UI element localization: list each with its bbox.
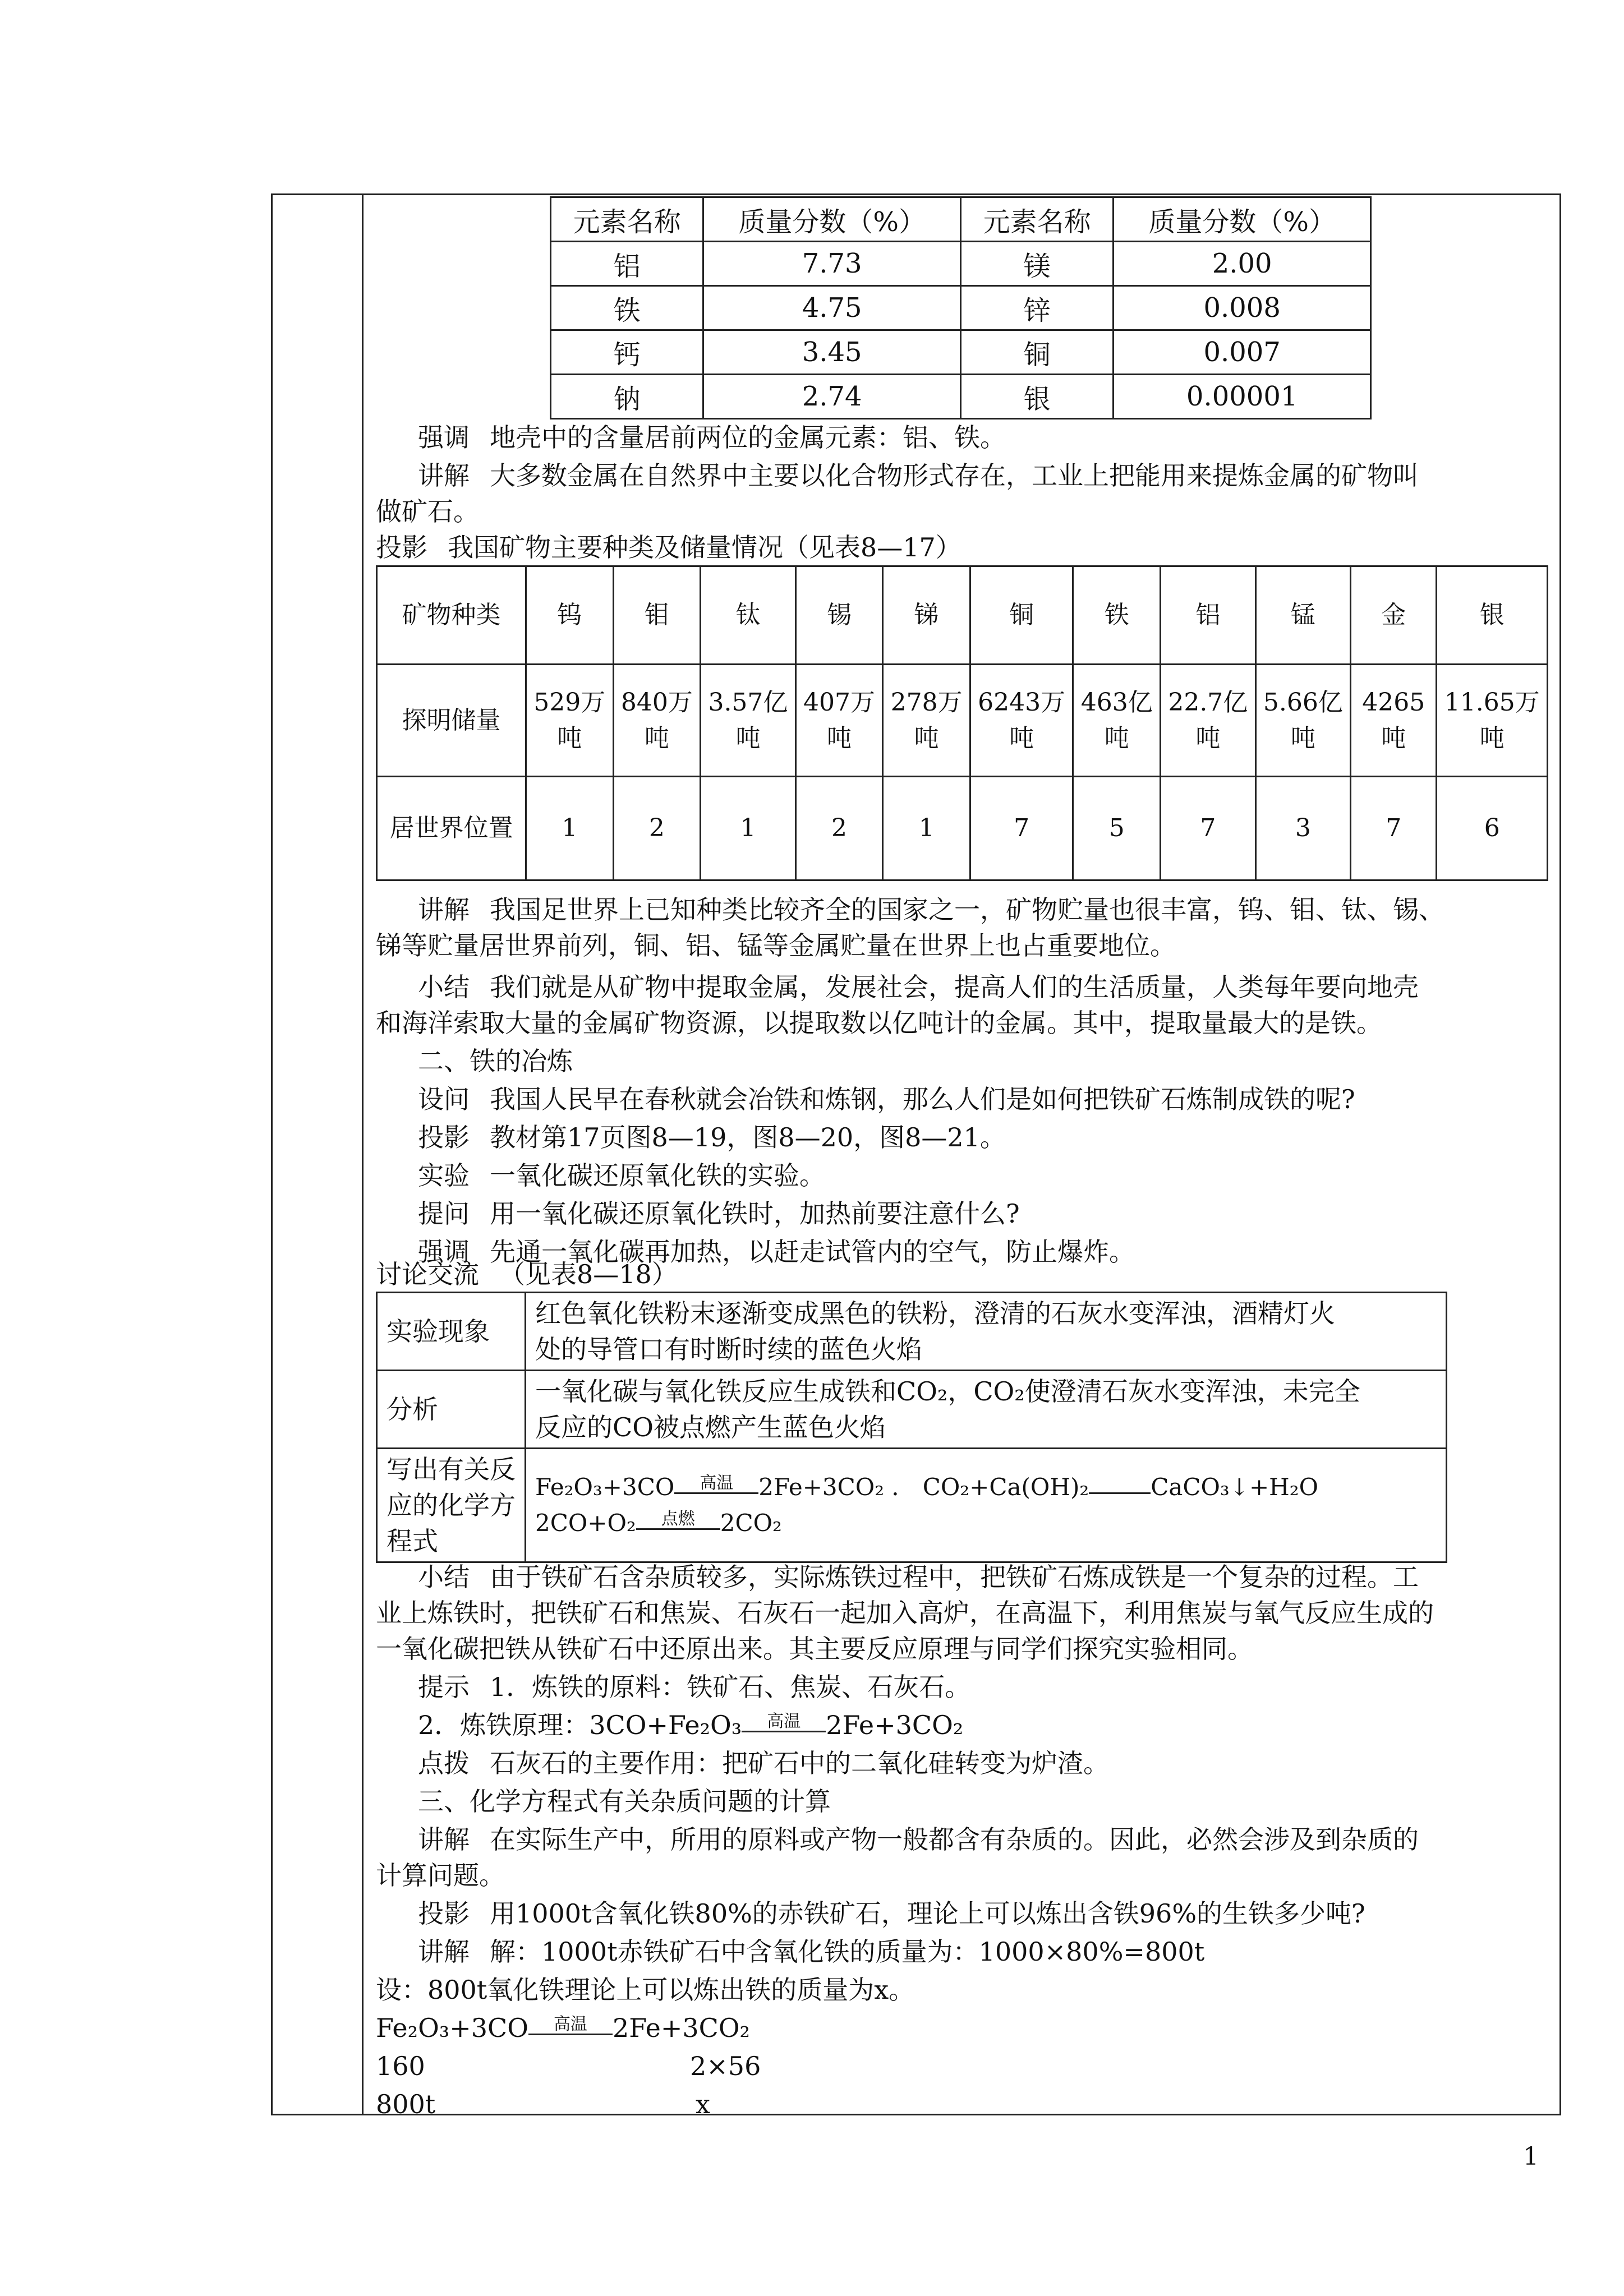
para-text: 用1000t含氧化铁80%的赤铁矿石，理论上可以炼出含铁96%的生铁多少吨? bbox=[490, 1898, 1365, 1929]
para-label: 实验 bbox=[418, 1160, 470, 1191]
table-cell: 3 bbox=[1255, 777, 1351, 880]
table-cell: 5 bbox=[1073, 777, 1161, 880]
para-label: 强调 bbox=[418, 422, 470, 453]
row-label: 分析 bbox=[377, 1371, 526, 1449]
reaction-condition: 点燃 bbox=[661, 1509, 695, 1529]
equation-line bbox=[535, 1469, 1437, 1505]
table-cell: 3.45 bbox=[703, 330, 961, 375]
paragraph-discussion bbox=[376, 1256, 678, 1292]
equation-text: 2CO+O₂ bbox=[535, 1509, 636, 1537]
table-cell: 锡 bbox=[795, 566, 883, 665]
equation-text: 2Fe+3CO₂ bbox=[826, 1710, 964, 1740]
table-row bbox=[377, 1293, 1447, 1371]
table-cell: 镁 bbox=[960, 242, 1113, 286]
paragraph-summary bbox=[418, 1559, 1419, 1595]
para-label: 讨论交流 bbox=[376, 1259, 479, 1289]
equation-text: 2．炼铁原理：3CO+Fe₂O₃ bbox=[418, 1710, 742, 1740]
row-label: 矿物种类 bbox=[377, 566, 526, 665]
paragraph-continuation: 锑等贮量居世界前列，铜、铝、锰等金属贮量在世界上也占重要地位。 bbox=[376, 930, 1176, 961]
para-text: 我国人民早在春秋就会冶铁和炼钢，那么人们是如何把铁矿石炼制成铁的呢? bbox=[490, 1084, 1355, 1114]
table-cell: 529万吨 bbox=[526, 665, 614, 777]
para-label: 提示 bbox=[418, 1672, 470, 1702]
table-row bbox=[377, 777, 1548, 880]
table-cell: 锌 bbox=[960, 286, 1113, 330]
equation-line bbox=[535, 1505, 1437, 1541]
table-cell: 11.65万吨 bbox=[1437, 665, 1548, 777]
para-text: 用一氧化碳还原氧化铁时，加热前要注意什么? bbox=[490, 1198, 1020, 1229]
table-cell: 钨 bbox=[526, 566, 614, 665]
paragraph-principle bbox=[418, 1707, 963, 1743]
table-row bbox=[551, 375, 1371, 419]
header-cell: 元素名称 bbox=[551, 197, 703, 242]
para-label: 讲解 bbox=[418, 1937, 470, 1967]
table-cell: 2.74 bbox=[703, 375, 961, 419]
reaction-arrow bbox=[636, 1509, 720, 1536]
para-text: 大多数金属在自然界中主要以化合物形式存在，工业上把能用来提炼金属的矿物叫 bbox=[490, 460, 1419, 491]
table-cell: 钠 bbox=[551, 375, 703, 419]
table-cell: 0.007 bbox=[1114, 330, 1371, 375]
paragraph-continuation: 业上炼铁时，把铁矿石和焦炭、石灰石一起加入高炉，在高温下，利用焦炭与氧气反应生成的 bbox=[376, 1598, 1434, 1628]
table-row bbox=[377, 665, 1548, 777]
para-label: 小结 bbox=[418, 1562, 470, 1592]
para-text: 我国矿物主要种类及储量情况（见表8—17） bbox=[448, 532, 961, 563]
para-text: 地壳中的含量居前两位的金属元素：铝、铁。 bbox=[490, 422, 1006, 453]
ratio-value: 160 bbox=[376, 2051, 425, 2081]
table-cell: 银 bbox=[1437, 566, 1548, 665]
table-cell: 铜 bbox=[970, 566, 1073, 665]
paragraph-projection bbox=[376, 529, 961, 565]
para-text: 石灰石的主要作用：把矿石中的二氧化硅转变为炉渣。 bbox=[490, 1748, 1109, 1778]
para-text: 由于铁矿石含杂质较多，实际炼铁过程中，把铁矿石炼成铁是一个复杂的过程。工 bbox=[490, 1562, 1419, 1592]
page-number: 1 bbox=[1523, 2142, 1539, 2171]
para-text: （见表8—18） bbox=[499, 1259, 678, 1289]
table-cell: 2 bbox=[613, 777, 701, 880]
para-label: 投影 bbox=[376, 532, 427, 563]
para-text: 先通一氧化碳再加热，以赶走试管内的空气，防止爆炸。 bbox=[490, 1237, 1135, 1267]
section-heading: 二、铁的冶炼 bbox=[418, 1046, 573, 1076]
equation-text: 2CO₂ bbox=[720, 1509, 782, 1537]
table-cell: 1 bbox=[883, 777, 970, 880]
mineral-reserves-table bbox=[376, 565, 1548, 881]
reaction-arrow bbox=[742, 1712, 826, 1739]
table-cell: 1 bbox=[526, 777, 614, 880]
table-cell: 4265吨 bbox=[1351, 665, 1437, 777]
table-cell: 7.73 bbox=[703, 242, 961, 286]
ratio-value: x bbox=[696, 2089, 710, 2119]
header-cell: 质量分数（%） bbox=[1114, 197, 1371, 242]
paragraph-question bbox=[418, 1081, 1355, 1117]
para-label: 投影 bbox=[418, 1122, 470, 1152]
table-cell: 407万吨 bbox=[795, 665, 883, 777]
paragraph-explain bbox=[418, 892, 1444, 928]
table-row bbox=[551, 242, 1371, 286]
table-cell: 278万吨 bbox=[883, 665, 970, 777]
table-cell: 463亿吨 bbox=[1073, 665, 1161, 777]
paragraph-explain bbox=[418, 1934, 1204, 1970]
row-label: 探明储量 bbox=[377, 665, 526, 777]
para-text: 解：1000t赤铁矿石中含氧化铁的质量为：1000×80%=800t bbox=[490, 1937, 1205, 1967]
table-cell: 6243万吨 bbox=[970, 665, 1073, 777]
paragraph-tip bbox=[418, 1745, 1109, 1781]
paragraph-hint bbox=[418, 1669, 970, 1705]
table-row bbox=[377, 1449, 1447, 1562]
cell-line: 一氧化碳与氧化铁反应生成铁和CO₂，CO₂使澄清石灰水变浑浊，未完全 bbox=[535, 1376, 1360, 1407]
table-cell: 6 bbox=[1437, 777, 1548, 880]
paragraph-explain bbox=[418, 1822, 1419, 1857]
paragraph-experiment bbox=[418, 1158, 825, 1193]
column-divider bbox=[362, 193, 364, 2115]
equation-text: Fe₂O₃+3CO bbox=[535, 1473, 675, 1501]
paragraph-continuation: 做矿石。 bbox=[376, 496, 479, 527]
table-cell: 锑 bbox=[883, 566, 970, 665]
para-text: 我们就是从矿物中提取金属，发展社会，提高人们的生活质量，人类每年要向地壳 bbox=[490, 972, 1419, 1002]
paragraph-continuation: 计算问题。 bbox=[376, 1860, 505, 1891]
paragraph-continuation: 一氧化碳把铁从铁矿石中还原出来。其主要反应原理与同学们探究实验相同。 bbox=[376, 1634, 1253, 1664]
reaction-condition: 高温 bbox=[553, 2014, 587, 2034]
table-cell: 7 bbox=[1351, 777, 1437, 880]
para-text: 在实际生产中，所用的原料或产物一般都含有杂质的。因此，必然会涉及到杂质的 bbox=[490, 1824, 1419, 1855]
reaction-arrow bbox=[674, 1473, 758, 1500]
equation-text: 2Fe+3CO₂ ． CO₂+Ca(OH)₂ bbox=[758, 1473, 1089, 1501]
table-cell: 金 bbox=[1351, 566, 1437, 665]
table-cell: 铁 bbox=[551, 286, 703, 330]
ratio-row-2 bbox=[376, 2086, 710, 2122]
table-header-row bbox=[551, 197, 1371, 242]
equation-text: CaCO₃↓+H₂O bbox=[1151, 1473, 1319, 1501]
para-label: 讲解 bbox=[418, 1824, 470, 1855]
table-cell: 铜 bbox=[960, 330, 1113, 375]
table-cell bbox=[526, 1449, 1447, 1562]
paragraph-explain bbox=[418, 458, 1419, 494]
ratio-row-1 bbox=[376, 2048, 761, 2084]
table-cell: 铝 bbox=[1161, 566, 1256, 665]
cell-line: 处的导管口有时断时续的蓝色火焰 bbox=[535, 1334, 922, 1364]
reaction-condition: 高温 bbox=[700, 1473, 734, 1493]
reaction-arrow bbox=[528, 2014, 613, 2041]
table-cell: 0.008 bbox=[1114, 286, 1371, 330]
ratio-value: 2×56 bbox=[690, 2051, 761, 2081]
table-row bbox=[377, 566, 1548, 665]
para-text: 1．炼铁的原料：铁矿石、焦炭、石灰石。 bbox=[490, 1672, 971, 1702]
para-label: 投影 bbox=[418, 1898, 470, 1929]
table-cell: 钛 bbox=[701, 566, 796, 665]
table-cell: 7 bbox=[970, 777, 1073, 880]
table-cell: 3.57亿吨 bbox=[701, 665, 796, 777]
table-cell: 铁 bbox=[1073, 566, 1161, 665]
table-cell: 0.00001 bbox=[1114, 375, 1371, 419]
para-label: 设问 bbox=[418, 1084, 470, 1114]
paragraph-continuation: 和海洋索取大量的金属矿物资源，以提取数以亿吨计的金属。其中，提取量最大的是铁。 bbox=[376, 1008, 1382, 1038]
table-cell: 4.75 bbox=[703, 286, 961, 330]
cell-line: 反应的CO被点燃产生蓝色火焰 bbox=[535, 1412, 886, 1442]
para-label: 讲解 bbox=[418, 895, 470, 925]
table-cell bbox=[526, 1371, 1447, 1449]
reaction-arrow bbox=[1089, 1478, 1151, 1500]
ratio-value: 800t bbox=[376, 2089, 436, 2119]
table-cell: 22.7亿吨 bbox=[1161, 665, 1256, 777]
section-heading: 三、化学方程式有关杂质问题的计算 bbox=[418, 1786, 831, 1816]
table-row bbox=[551, 330, 1371, 375]
row-label: 实验现象 bbox=[377, 1293, 526, 1371]
para-label: 讲解 bbox=[418, 460, 470, 491]
header-cell: 元素名称 bbox=[960, 197, 1113, 242]
equation-line bbox=[376, 2010, 750, 2046]
paragraph-emphasis bbox=[418, 419, 1006, 455]
para-label: 点拨 bbox=[418, 1748, 470, 1778]
table-cell: 锰 bbox=[1255, 566, 1351, 665]
reaction-condition: 高温 bbox=[767, 1712, 801, 1731]
table-cell bbox=[526, 1293, 1447, 1371]
experiment-discussion-table bbox=[376, 1292, 1447, 1563]
table-cell: 钼 bbox=[613, 566, 701, 665]
paragraph-projection bbox=[418, 1119, 1006, 1155]
table-cell: 840万吨 bbox=[613, 665, 701, 777]
table-row bbox=[551, 286, 1371, 330]
equation-text: Fe₂O₃+3CO bbox=[376, 2013, 528, 2043]
para-label: 强调 bbox=[418, 1237, 470, 1267]
para-text: 一氧化碳还原氧化铁的实验。 bbox=[490, 1160, 825, 1191]
paragraph-setup: 设：800t氧化铁理论上可以炼出铁的质量为x。 bbox=[376, 1975, 915, 2005]
table-cell: 银 bbox=[960, 375, 1113, 419]
header-cell: 质量分数（%） bbox=[703, 197, 961, 242]
table-cell: 钙 bbox=[551, 330, 703, 375]
para-text: 我国足世界上已知种类比较齐全的国家之一，矿物贮量也很丰富，钨、钼、钛、锡、 bbox=[490, 895, 1444, 925]
para-label: 小结 bbox=[418, 972, 470, 1002]
table-cell: 5.66亿吨 bbox=[1255, 665, 1351, 777]
paragraph-summary bbox=[418, 969, 1419, 1005]
paragraph-ask bbox=[418, 1196, 1020, 1232]
para-text: 教材第17页图8—19，图8—20，图8—21。 bbox=[490, 1122, 1006, 1152]
row-label: 居世界位置 bbox=[377, 777, 526, 880]
table-cell: 1 bbox=[701, 777, 796, 880]
table-cell: 铝 bbox=[551, 242, 703, 286]
para-label: 提问 bbox=[418, 1198, 470, 1229]
element-abundance-table bbox=[550, 196, 1372, 419]
table-cell: 2.00 bbox=[1114, 242, 1371, 286]
table-cell: 2 bbox=[795, 777, 883, 880]
row-label: 写出有关反应的化学方程式 bbox=[377, 1449, 526, 1562]
paragraph-projection bbox=[418, 1896, 1365, 1931]
table-row bbox=[377, 1371, 1447, 1449]
equation-text: 2Fe+3CO₂ bbox=[612, 2013, 750, 2043]
table-cell: 7 bbox=[1161, 777, 1256, 880]
cell-line: 红色氧化铁粉末逐渐变成黑色的铁粉，澄清的石灰水变浑浊，酒精灯火 bbox=[535, 1298, 1335, 1329]
